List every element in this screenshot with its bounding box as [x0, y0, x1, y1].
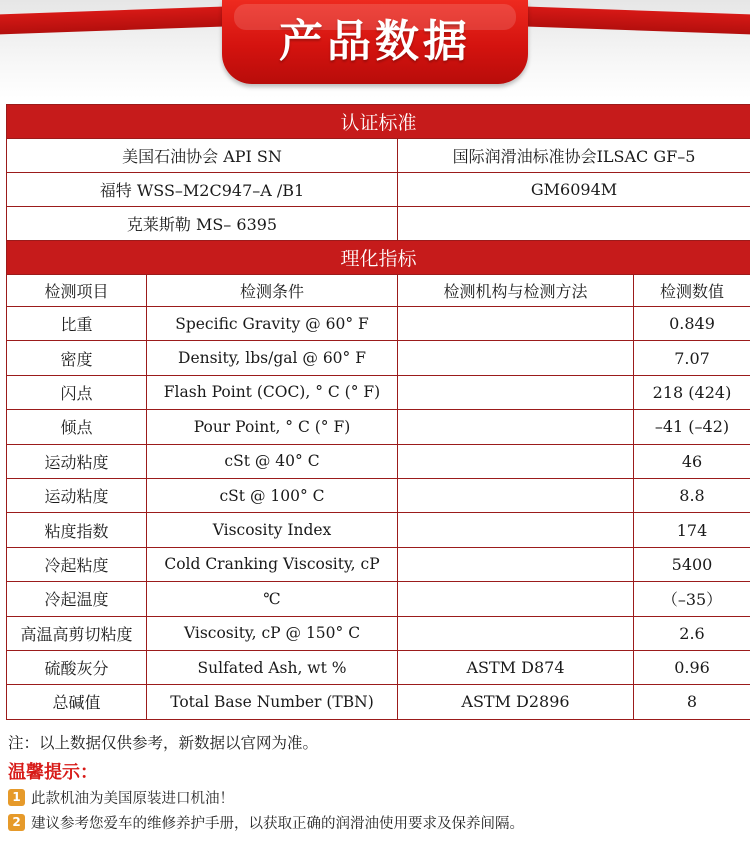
row-item: 密度: [7, 341, 147, 375]
table-row: [7, 547, 750, 581]
row-value: –41 (–42): [634, 410, 750, 444]
table-row: [7, 444, 750, 478]
table-row: [7, 513, 750, 547]
cert-row: [7, 207, 750, 241]
page-title: 产品数据: [279, 16, 471, 67]
cert-row: [7, 139, 750, 173]
row-method: [398, 616, 634, 650]
row-value: 7.07: [634, 341, 750, 375]
table-row: [7, 685, 750, 719]
tip-text: 此款机油为美国原装进口机油！: [31, 791, 234, 807]
row-item: 高温高剪切粘度: [7, 616, 147, 650]
row-method: ASTM D874: [398, 650, 634, 684]
row-condition: Viscosity, cP @ 150° C: [147, 616, 398, 650]
table-row: [7, 341, 750, 375]
banner-ribbon-left: [0, 6, 250, 35]
cert-cell: 美国石油协会 API SN: [7, 139, 398, 173]
column-header-method: 检测机构与检测方法: [398, 275, 634, 307]
row-method: [398, 375, 634, 409]
section-title-certification: 认证标准: [7, 105, 750, 139]
row-item: 运动粘度: [7, 478, 147, 512]
column-header-value: 检测数值: [634, 275, 750, 307]
cert-cell-empty: [398, 207, 750, 241]
row-method: [398, 341, 634, 375]
cert-cell: 福特 WSS–M2C947–A /B1: [7, 173, 398, 207]
row-item: 硫酸灰分: [7, 650, 147, 684]
table-row: [7, 307, 750, 341]
tip-item: [8, 787, 234, 808]
row-condition: Viscosity Index: [147, 513, 398, 547]
row-condition: Sulfated Ash, wt %: [147, 650, 398, 684]
column-header-row: [7, 275, 750, 307]
tips-title: 温馨提示：: [8, 762, 98, 783]
table-row: [7, 616, 750, 650]
tip-item: [8, 812, 524, 833]
row-value: 0.96: [634, 650, 750, 684]
table-row: [7, 410, 750, 444]
tip-number-badge: 1: [8, 789, 25, 806]
row-condition: Cold Cranking Viscosity, cP: [147, 547, 398, 581]
row-method: ASTM D2896: [398, 685, 634, 719]
row-condition: Flash Point (COC), ° C (° F): [147, 375, 398, 409]
row-method: [398, 410, 634, 444]
row-item: 闪点: [7, 375, 147, 409]
row-condition: Specific Gravity @ 60° F: [147, 307, 398, 341]
row-condition: cSt @ 40° C: [147, 444, 398, 478]
row-value: （–35）: [634, 582, 750, 616]
table-row: [7, 650, 750, 684]
column-header-condition: 检测条件: [147, 275, 398, 307]
column-header-item: 检测项目: [7, 275, 147, 307]
row-item: 粘度指数: [7, 513, 147, 547]
section-title-physchem: 理化指标: [7, 241, 750, 275]
banner-ribbon-right: [500, 6, 750, 35]
row-value: 46: [634, 444, 750, 478]
row-value: 5400: [634, 547, 750, 581]
row-method: [398, 307, 634, 341]
disclaimer-note: 注：以上数据仅供参考，新数据以官网为准。: [8, 734, 319, 752]
product-data-table: [6, 104, 750, 720]
cert-row: [7, 173, 750, 207]
cert-cell: 克莱斯勒 MS– 6395: [7, 207, 398, 241]
section-header-row: [7, 105, 750, 139]
row-condition: cSt @ 100° C: [147, 478, 398, 512]
tip-number-badge: 2: [8, 814, 25, 831]
row-value: 218 (424): [634, 375, 750, 409]
row-item: 冷起粘度: [7, 547, 147, 581]
row-method: [398, 547, 634, 581]
row-value: 8: [634, 685, 750, 719]
row-condition: Density, lbs/gal @ 60° F: [147, 341, 398, 375]
row-method: [398, 478, 634, 512]
tip-text: 建议参考您爱车的维修养护手册，以获取正确的润滑油使用要求及保养间隔。: [31, 816, 524, 832]
header-banner: [0, 0, 750, 98]
row-method: [398, 513, 634, 547]
table-row: [7, 478, 750, 512]
row-condition: ℃: [147, 582, 398, 616]
section-header-row: [7, 241, 750, 275]
row-item: 运动粘度: [7, 444, 147, 478]
row-value: 8.8: [634, 478, 750, 512]
table-row: [7, 375, 750, 409]
row-value: 2.6: [634, 616, 750, 650]
row-value: 0.849: [634, 307, 750, 341]
cert-cell: 国际润滑油标准协会ILSAC GF–5: [398, 139, 750, 173]
row-method: [398, 444, 634, 478]
row-item: 倾点: [7, 410, 147, 444]
cert-cell: GM6094M: [398, 173, 750, 207]
table-row: [7, 582, 750, 616]
row-method: [398, 582, 634, 616]
row-condition: Pour Point, ° C (° F): [147, 410, 398, 444]
row-item: 总碱值: [7, 685, 147, 719]
row-condition: Total Base Number (TBN): [147, 685, 398, 719]
row-item: 冷起温度: [7, 582, 147, 616]
row-item: 比重: [7, 307, 147, 341]
row-value: 174: [634, 513, 750, 547]
data-rows: [7, 307, 750, 720]
